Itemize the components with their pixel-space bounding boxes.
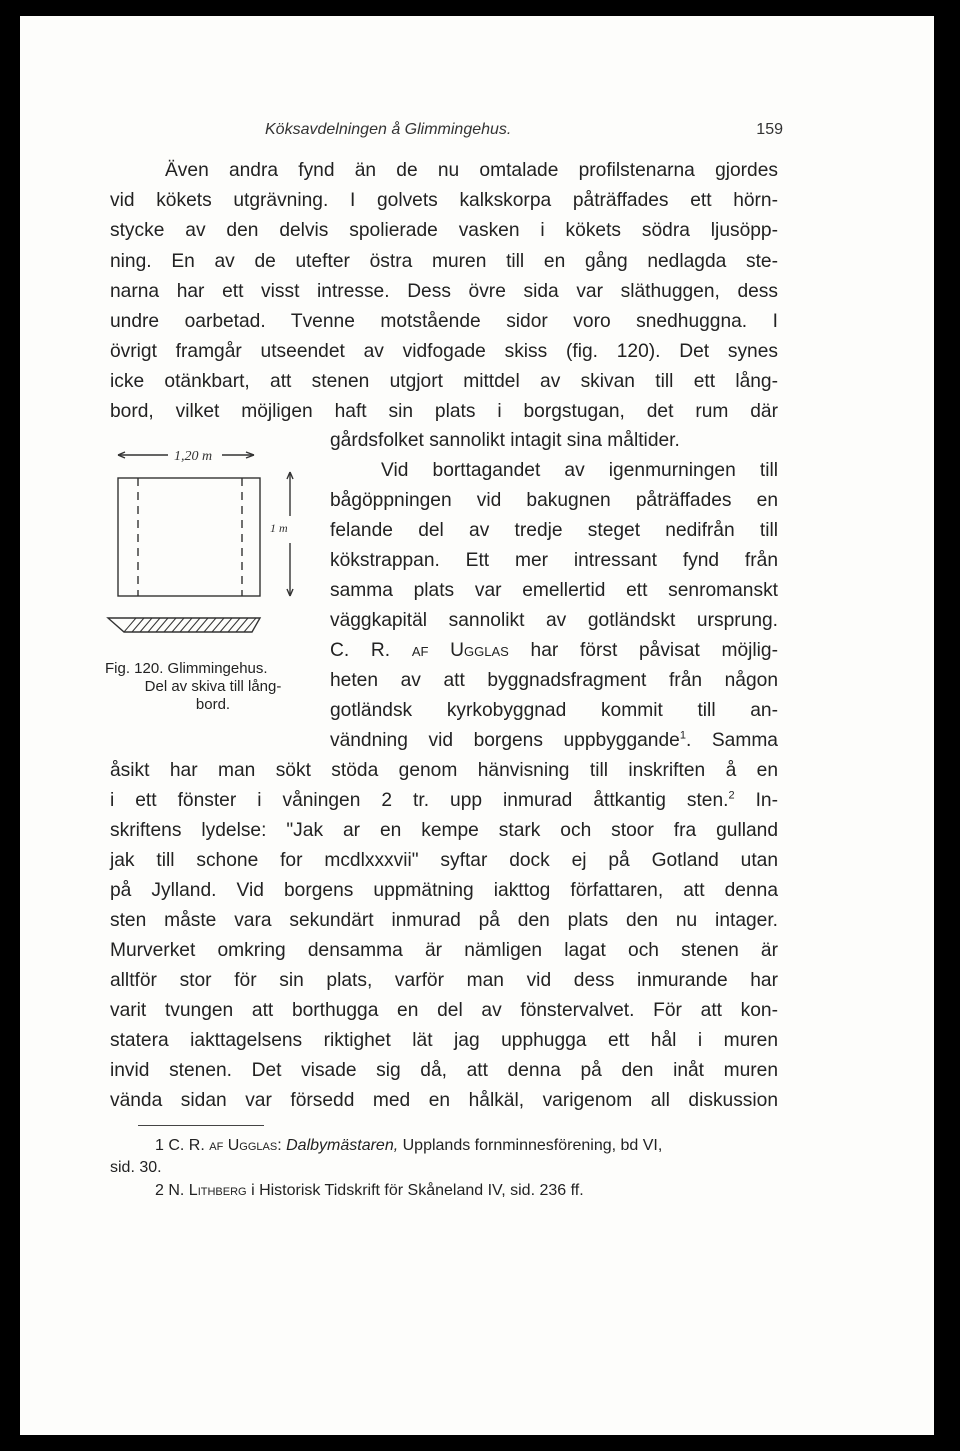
- footnote-number: 2: [155, 1182, 164, 1199]
- footnote-work: Dalbymästaren,: [286, 1137, 399, 1154]
- body-line: skriftens lydelse: "Jak ar en kempe stark och stoor fra gulland: [110, 820, 778, 841]
- body-line: icke otänkbart, att stenen utgjort mittdel av skivan till ett lång-: [110, 371, 778, 392]
- body-line: vändning vid borgens uppbyggande$^1$. Samma: [330, 729, 778, 751]
- stone-top-view: [118, 478, 260, 596]
- body-line: gårdsfolket sannolikt intagit sina måltider.: [330, 430, 680, 451]
- body-line: väggkapitäl sannolikt av gotländskt ursprung.: [330, 610, 778, 631]
- footnote-number: 1: [155, 1137, 164, 1154]
- caption-line: bord.: [195, 696, 231, 713]
- body-line: jak till schone for mcdlxxxvii" syftar dock ej på Gotland utan: [110, 850, 778, 871]
- body-line: Vid borttagandet av igenmurningen till: [381, 460, 778, 481]
- body-line: felande del av tredje steget nedifrån till: [330, 520, 778, 541]
- body-line: varit tvungen att borthugga en del av fönstervalvet. För att kon-: [110, 1000, 778, 1021]
- footnote-1: [155, 1136, 662, 1156]
- body-line: ning. En av de utefter östra muren till en gång nedlagda ste-: [110, 251, 778, 272]
- body-line: på Jylland. Vid borgens uppmätning iakttog författaren, att denna: [110, 880, 778, 901]
- caption-line: Del av skiva till lång-: [144, 678, 282, 695]
- profile-hatching: [124, 618, 256, 632]
- body-line: narna har ett visst intresse. Dess övre sida var släthuggen, dess: [110, 281, 778, 302]
- footnote-ref[interactable]: 1: [679, 729, 686, 742]
- body-line: samma plats var emellertid ett senromanskt: [330, 580, 778, 601]
- body-line: stycke av den delvis spolierade vasken i kökets södra ljusöpp-: [110, 220, 778, 241]
- body-line: kökstrappan. Ett mer intressant fynd från: [330, 550, 778, 571]
- body-line: invid stenen. Det visade sig då, att denna på den inåt muren: [110, 1060, 778, 1081]
- author-prefix: af: [411, 640, 429, 661]
- caption-line: Fig. 120. Glimmingehus.: [105, 660, 268, 677]
- body-line: vända sidan var försedd med en hålkäl, varigenom all diskussion: [110, 1090, 778, 1111]
- body-line: heten av att byggnadsfragment från någon: [330, 670, 778, 691]
- footnote-author: C. R. af Ugglas:: [168, 1137, 282, 1154]
- body-line: undre oarbetad. Tvenne motstående sidor voro snedhuggna. I: [110, 311, 778, 332]
- body-line: bågöppningen vid bakugnen påträffades en: [330, 490, 778, 511]
- footnote-1-cont: sid. 30.: [110, 1159, 162, 1176]
- body-line: C. R. af Ugglas har först påvisat möjlig-: [330, 640, 778, 661]
- running-title: Köksavdelningen å Glimmingehus.: [265, 121, 512, 138]
- author-initials: C. R.: [330, 640, 391, 661]
- page-number: 159: [756, 121, 783, 138]
- body-line: i ett fönster i våningen 2 tr. upp inmurad åttkantig sten.$^2$ In-: [110, 789, 778, 811]
- footnote-text: Upplands fornminnesförening, bd VI,: [402, 1137, 663, 1154]
- body-line: alltför stor för sin plats, varför man vid dess inmurande har: [110, 970, 778, 991]
- body-line: Murverket omkring densamma är nämligen lagat och stenen är: [110, 940, 778, 961]
- author-surname: Ugglas: [450, 640, 509, 661]
- body-line: sten måste vara sekundärt inmurad på den plats den nu intager.: [110, 910, 778, 931]
- height-label: 1 m: [270, 521, 288, 535]
- footnote-text: i Historisk Tidskrift för Skåneland IV, sid. 236 ff.: [251, 1182, 584, 1199]
- body-line: Även andra fynd än de nu omtalade profilstenarna gjordes: [165, 160, 778, 181]
- body-line: vid kökets utgrävning. I golvets kalkskorpa påträffades ett hörn-: [110, 190, 778, 211]
- body-line: bord, vilket möjligen haft sin plats i borgstugan, det rum där: [110, 401, 778, 422]
- footnote-author: N. Lithberg: [168, 1182, 247, 1199]
- width-label: 1,20 m: [174, 449, 213, 464]
- figure-120-sketch: [104, 438, 322, 658]
- body-line: åsikt har man sökt stöda genom hänvisning till inskriften å en: [110, 760, 778, 781]
- figure-caption: [104, 660, 322, 714]
- footnote-2: [155, 1181, 584, 1201]
- body-line: övrigt framgår utseendet av vidfogade skiss (fig. 120). Det synes: [110, 341, 778, 362]
- footnote-divider: [138, 1125, 264, 1126]
- footnote-ref[interactable]: 2: [728, 789, 735, 802]
- body-line: gotländsk kyrkobyggnad kommit till an-: [330, 700, 778, 721]
- body-line: statera iakttagelsens riktighet lät jag upphugga ett hål i muren: [110, 1030, 778, 1051]
